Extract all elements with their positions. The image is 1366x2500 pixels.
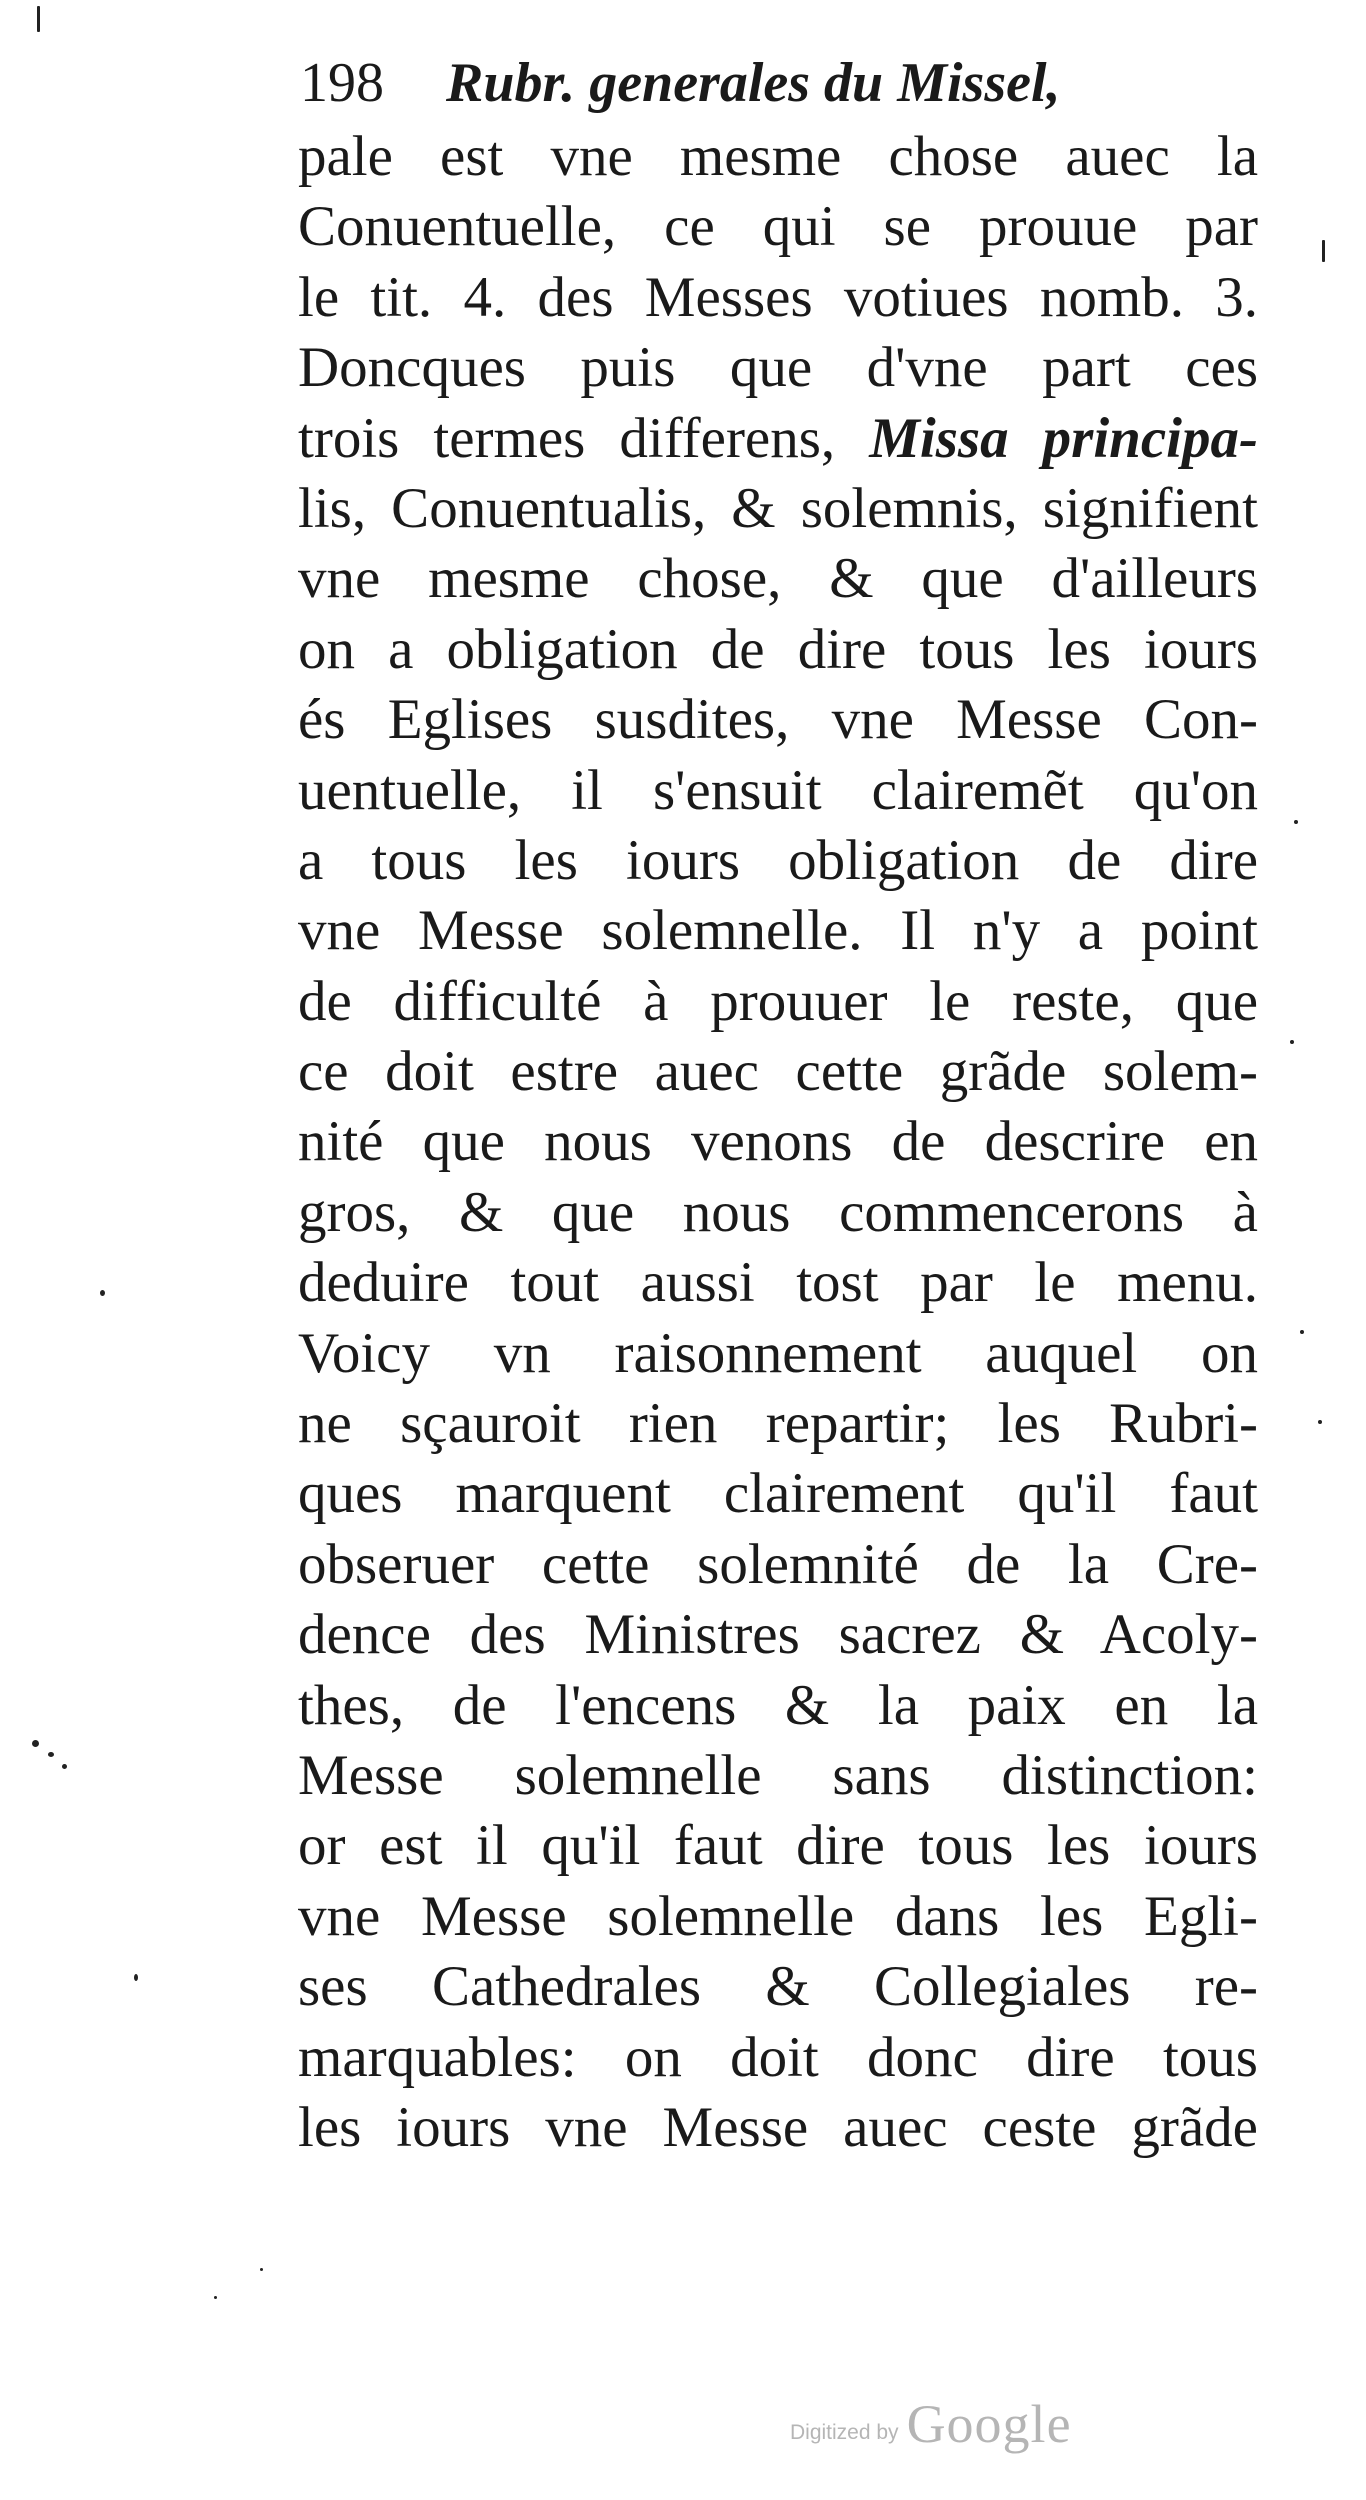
text-line: or est il qu'il faut dire tous les iours bbox=[298, 1814, 1258, 1878]
scan-speck bbox=[37, 6, 40, 32]
text-line-mixed bbox=[298, 404, 1258, 474]
text-line: lis, Conuentualis, & solemnis, signifient bbox=[298, 476, 1258, 540]
text-line: dence des Ministres sacrez & Acoly- bbox=[298, 1603, 1258, 1667]
scan-speck bbox=[134, 1974, 138, 1981]
text-line: Voicy vn raisonnement auquel on bbox=[298, 1321, 1258, 1385]
text-line: ne sçauroit rien repartir; les Rubri- bbox=[298, 1392, 1258, 1456]
body-text bbox=[298, 122, 1258, 2163]
scan-speck bbox=[62, 1764, 67, 1769]
running-head: Rubr. generales du Missel, bbox=[446, 52, 1061, 114]
text-line: és Eglises susdites, vne Messe Con- bbox=[298, 688, 1258, 752]
scan-speck bbox=[260, 2268, 263, 2271]
text-line: nité que nous venons de descrire en bbox=[298, 1110, 1258, 1174]
text-line: ques marquent clairement qu'il faut bbox=[298, 1462, 1258, 1526]
digitized-watermark bbox=[790, 2385, 1072, 2455]
text-line: Doncques puis que d'vne part ces bbox=[298, 336, 1258, 400]
scan-speck bbox=[1300, 1330, 1304, 1334]
scan-speck bbox=[1294, 820, 1298, 824]
scan-speck bbox=[32, 1740, 39, 1747]
text-line: Messe solemnelle sans distinction: bbox=[298, 1743, 1258, 1807]
scan-speck bbox=[214, 2296, 217, 2299]
text-line: Conuentuelle, ce qui se prouue par bbox=[298, 195, 1258, 259]
text-line: ses Cathedrales & Collegiales re- bbox=[298, 1955, 1258, 2019]
text-line: les iours vne Messe auec ceste grãde bbox=[298, 2095, 1258, 2159]
text-line: deduire tout aussi tost par le menu. bbox=[298, 1251, 1258, 1315]
scan-speck bbox=[100, 1290, 105, 1296]
text-line: a tous les iours obligation de dire bbox=[298, 828, 1258, 892]
text-line: pale est vne mesme chose auec la bbox=[298, 125, 1258, 188]
text-line: uentuelle, il s'ensuit clairemẽt qu'on bbox=[298, 758, 1258, 822]
google-logo: Google bbox=[906, 2394, 1072, 2454]
scan-speck bbox=[1318, 1420, 1322, 1424]
text-line: thes, de l'encens & la paix en la bbox=[298, 1673, 1258, 1737]
text-line: on a obligation de dire tous les iours bbox=[298, 617, 1258, 681]
scan-speck bbox=[1290, 1040, 1294, 1044]
text-line: vne Messe solemnelle dans les Egli- bbox=[298, 1884, 1258, 1948]
text-run: trois termes differens, bbox=[298, 406, 836, 470]
page-number: 198 bbox=[300, 52, 384, 114]
text-line: vne Messe solemnelle. Il n'y a point bbox=[298, 899, 1258, 963]
text-line: de difficulté à prouuer le reste, que bbox=[298, 969, 1258, 1033]
page-header bbox=[300, 48, 1260, 118]
scan-speck bbox=[48, 1752, 54, 1757]
text-line: obseruer cette solemnité de la Cre- bbox=[298, 1532, 1258, 1596]
text-line: marquables: on doit donc dire tous bbox=[298, 2025, 1258, 2089]
watermark-prefix: Digitized by bbox=[790, 2421, 899, 2444]
text-line: le tit. 4. des Messes votiues nomb. 3. bbox=[298, 265, 1258, 329]
italic-run: Missa principa- bbox=[869, 406, 1258, 470]
text-line: vne mesme chose, & que d'ailleurs bbox=[298, 547, 1258, 611]
text-line: ce doit estre auec cette grãde solem- bbox=[298, 1040, 1258, 1104]
text-line: gros, & que nous commencerons à bbox=[298, 1180, 1258, 1244]
scan-speck bbox=[1322, 240, 1325, 262]
